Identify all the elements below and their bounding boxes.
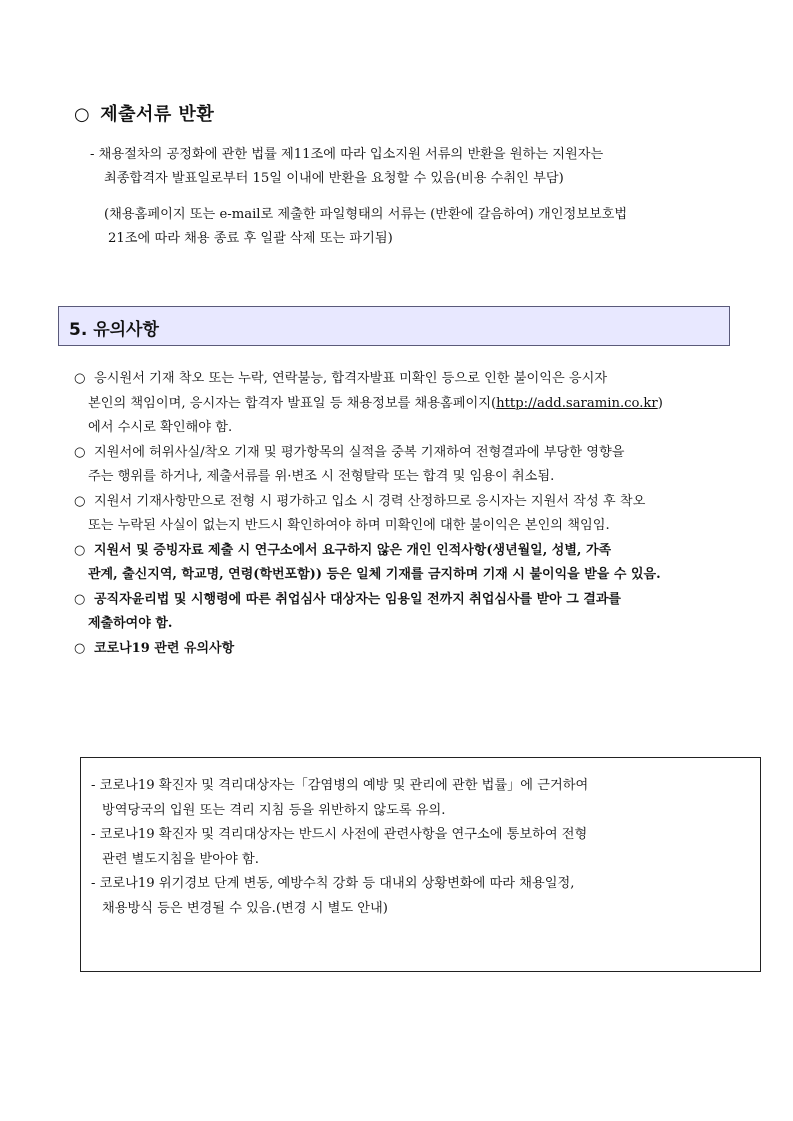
covid-item-text: 방역당국의 입원 또는 격리 지침 등을 위반하지 않도록 유의.	[102, 802, 446, 818]
covid-item-text: 관련 별도지침을 받아야 함.	[102, 851, 259, 867]
note-item	[74, 588, 754, 637]
note-text: 관계, 출신지역, 학교명, 연령(학번포함)) 등은 일체 기재를 금지하며 기재 시 불이익을 받을 수 있음.	[88, 567, 661, 582]
covid-item-text: - 코로나19 확진자 및 격리대상자는 반드시 사전에 관련사항을 연구소에 통보하여 전형	[91, 827, 588, 842]
return-item-line: 최종합격자 발표일로부터 15일 이내에 반환을 요청할 수 있음(비용 수취인 부담)	[104, 171, 564, 186]
note-text: 지원서 기재사항만으로 전형 시 평가하고 입소 시 경력 산정하므로 응시자는 지원서 작성 후 착오	[94, 493, 646, 509]
note-item	[74, 441, 754, 490]
circle-bullet-icon: ○	[74, 591, 86, 607]
circle-bullet-icon: ○	[74, 444, 86, 460]
note-text: 공직자윤리법 및 시행령에 따른 취업심사 대상자는 임용일 전까지 취업심사를 받아 그 결과를	[94, 591, 621, 607]
section-heading: 5. 유의사항	[69, 320, 159, 340]
note-text: 응시원서 기재 착오 또는 누락, 연락불능, 합격자발표 미확인 등으로 인한 불이익은 응시자	[94, 371, 608, 386]
note-item	[74, 367, 754, 441]
note-item	[74, 539, 754, 588]
note-item	[74, 637, 754, 662]
covid-notice-box	[80, 757, 761, 972]
return-item-line: - 채용절차의 공정화에 관한 법률 제11조에 따라 입소지원 서류의 반환을 원하는 지원자는	[90, 147, 604, 162]
note-text: 또는 누락된 사실이 없는지 반드시 확인하여야 하며 미확인에 대한 불이익은 본인의 책임임.	[88, 518, 610, 533]
note-text: )	[657, 395, 663, 411]
return-item	[90, 143, 603, 191]
covid-item	[91, 774, 588, 823]
note-text: 제출하여야 함.	[88, 616, 173, 631]
circle-bullet-icon: ○	[74, 640, 86, 656]
covid-item-text: - 코로나19 확진자 및 격리대상자는「감염병의 예방 및 관리에 관한 법률」에 근거하여	[91, 778, 589, 793]
notes-list	[74, 367, 754, 661]
covid-item	[91, 823, 588, 872]
return-note	[104, 203, 627, 251]
note-text: 본인의 책임이며, 응시자는 합격자 발표일 등 채용정보를 채용홈페이지(	[88, 395, 497, 411]
note-text: 에서 수시로 확인해야 함.	[88, 420, 233, 435]
covid-item	[91, 872, 588, 921]
section-title-return	[74, 100, 214, 126]
section-title-text: 제출서류 반환	[100, 104, 215, 125]
covid-item-text: - 코로나19 위기경보 단계 변동, 예방수칙 강화 등 대내외 상황변화에 따라 채용일정,	[91, 876, 575, 891]
circle-bullet-icon: ○	[74, 104, 91, 125]
return-note-line: (채용홈페이지 또는 e-mail로 제출한 파일형태의 서류는 (반환에 갈음하여) 개인정보보호법	[104, 207, 628, 222]
covid-list	[91, 774, 588, 921]
note-text: 주는 행위를 하거나, 제출서류를 위·변조 시 전형탈락 또는 합격 및 임용이 취소됨.	[88, 469, 555, 484]
covid-item-text: 채용방식 등은 변경될 수 있음.(변경 시 별도 안내)	[102, 900, 388, 916]
note-item	[74, 490, 754, 539]
note-text: 코로나19 관련 유의사항	[94, 640, 235, 656]
note-text: 지원서 및 증빙자료 제출 시 연구소에서 요구하지 않은 개인 인적사항(생년월일, 성별, 가족	[94, 542, 612, 558]
circle-bullet-icon: ○	[74, 371, 86, 386]
return-note-line: 21조에 따라 채용 종료 후 일괄 삭제 또는 파기됨)	[108, 231, 393, 246]
section-heading-box	[58, 306, 730, 346]
circle-bullet-icon: ○	[74, 493, 86, 509]
note-text: 지원서에 허위사실/착오 기재 및 평가항목의 실적을 중복 기재하여 전형결과에 부당한 영향을	[94, 444, 625, 460]
homepage-link[interactable]: http://add.saramin.co.kr	[496, 395, 658, 411]
circle-bullet-icon: ○	[74, 542, 86, 558]
